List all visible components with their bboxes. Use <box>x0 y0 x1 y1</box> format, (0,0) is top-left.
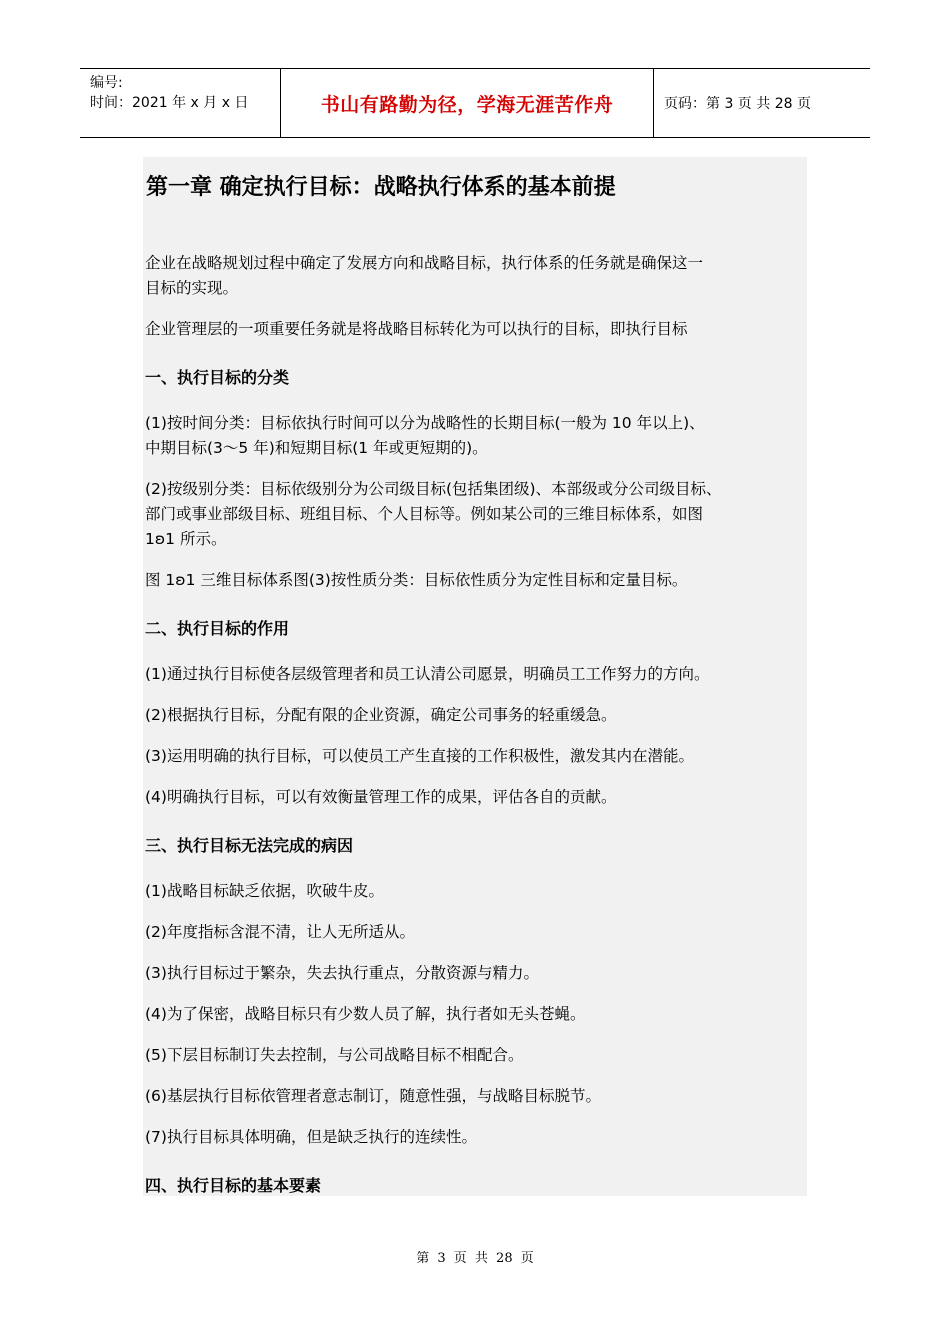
classification-item-2-line-2: 部门或事业部级目标、班组目标、个人目标等。例如某公司的三维目标体系，如图 <box>145 505 704 523</box>
classification-item-1-line-1: (1)按时间分类：目标依执行时间可以分为战略性的长期目标(一般为 10 年以上)、 <box>145 414 705 432</box>
intro-paragraph-1-line-2: 目标的实现。 <box>145 279 239 297</box>
document-date: 时间：2021 年 x 月 x 日 <box>90 95 249 111</box>
function-item: (3)运用明确的执行目标，可以使员工产生直接的工作积极性，激发其内在潜能。 <box>145 747 694 765</box>
header-meta <box>80 69 281 137</box>
section-heading-failure-causes: 三、执行目标无法完成的病因 <box>145 836 354 855</box>
intro-paragraph-2: 企业管理层的一项重要任务就是将战略目标转化为可以执行的目标，即执行目标 <box>145 320 688 338</box>
header-page-info: 页码：第 3 页 共 28 页 <box>664 96 811 112</box>
failure-cause-item: (3)执行目标过于繁杂，失去执行重点，分散资源与精力。 <box>145 964 539 982</box>
failure-cause-item: (1)战略目标缺乏依据，吹破牛皮。 <box>145 882 384 900</box>
intro-paragraph-1-line-1: 企业在战略规划过程中确定了发展方向和战略目标，执行体系的任务就是确保这一 <box>145 254 704 272</box>
failure-cause-item: (7)执行目标具体明确，但是缺乏执行的连续性。 <box>145 1128 477 1146</box>
page-header <box>80 68 870 138</box>
section-heading-functions: 二、执行目标的作用 <box>145 619 290 638</box>
section-heading-classification: 一、执行目标的分类 <box>145 368 290 387</box>
classification-item-2-line-1: (2)按级别分类：目标依级别分为公司级目标(包括集团级)、本部级或分公司级目标、 <box>145 480 722 498</box>
header-motto-cell <box>281 69 654 137</box>
classification-item-2-line-3: 1ʚ1 所示。 <box>145 530 227 548</box>
section-heading-basic-elements: 四、执行目标的基本要素 <box>145 1176 322 1195</box>
failure-cause-item: (4)为了保密，战略目标只有少数人员了解，执行者如无头苍蝇。 <box>145 1005 586 1023</box>
classification-item-3: 图 1ʚ1 三维目标体系图(3)按性质分类：目标依性质分为定性目标和定量目标。 <box>145 571 688 589</box>
page-footer: 第 3 页 共 28 页 <box>416 1251 534 1266</box>
document-number-label: 编号: <box>90 75 123 91</box>
classification-item-1-line-2: 中期目标(3～5 年)和短期目标(1 年或更短期的)。 <box>145 439 488 457</box>
function-item: (1)通过执行目标使各层级管理者和员工认清公司愿景，明确员工工作努力的方向。 <box>145 665 710 683</box>
chapter-title: 第一章 确定执行目标：战略执行体系的基本前提 <box>146 175 616 200</box>
failure-cause-item: (6)基层执行目标依管理者意志制订，随意性强，与战略目标脱节。 <box>145 1087 601 1105</box>
header-motto: 书山有路勤为径，学海无涯苦作舟 <box>320 93 614 116</box>
function-item: (4)明确执行目标，可以有效衡量管理工作的成果，评估各自的贡献。 <box>145 788 617 806</box>
function-item: (2)根据执行目标，分配有限的企业资源，确定公司事务的轻重缓急。 <box>145 706 617 724</box>
failure-cause-item: (2)年度指标含混不清，让人无所适从。 <box>145 923 415 941</box>
failure-cause-item: (5)下层目标制订失去控制，与公司战略目标不相配合。 <box>145 1046 524 1064</box>
